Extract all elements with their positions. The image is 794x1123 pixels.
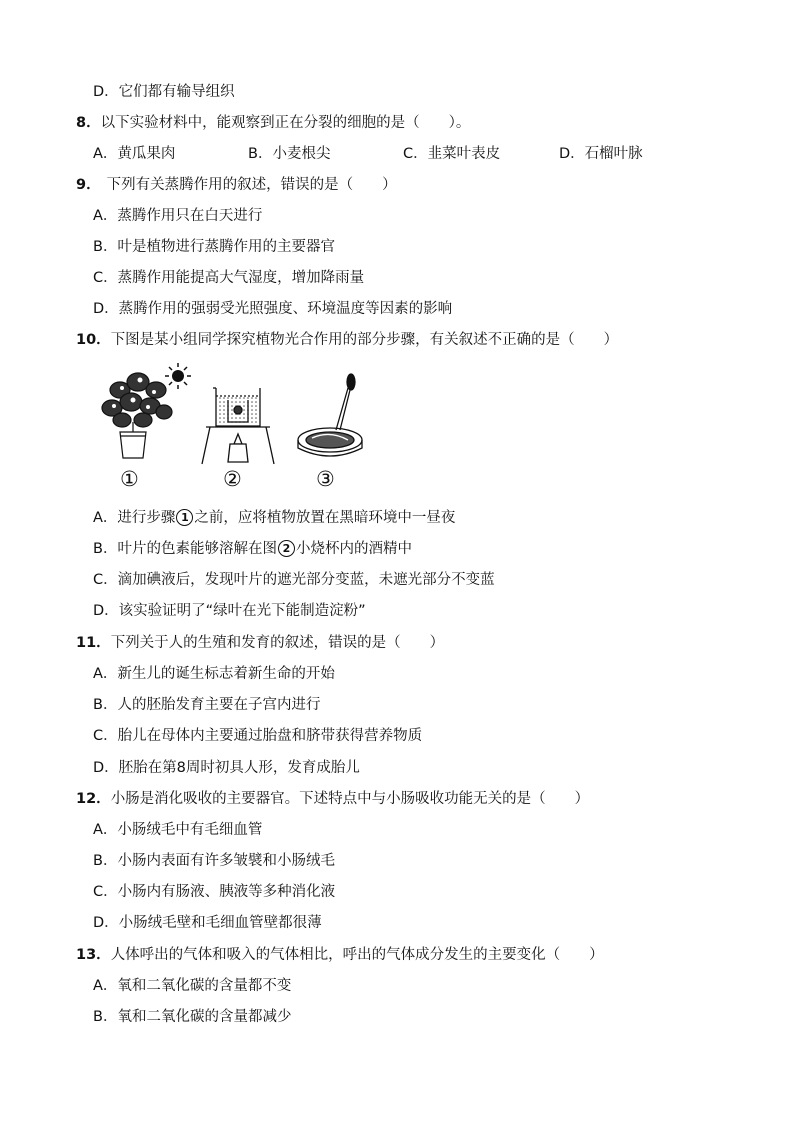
- question-9: [76, 175, 397, 195]
- sun-icon: [165, 363, 191, 389]
- question-number: 9．: [76, 177, 101, 193]
- option-8a: A．黄瓜果肉: [93, 146, 176, 162]
- experiment-figure-svg: [98, 360, 398, 500]
- option-12a: A．小肠绒毛中有毛细血管: [93, 822, 263, 838]
- question-number: 13．: [76, 947, 111, 963]
- option-9c: C．蒸腾作用能提高大气湿度，增加降雨量: [93, 270, 365, 286]
- option-10c: C．滴加碘液后，发现叶片的遮光部分变蓝，未遮光部分不变蓝: [93, 572, 495, 588]
- option-8d: D．石榴叶脉: [559, 146, 643, 162]
- question-11: [76, 633, 444, 653]
- option-11a: A．新生儿的诞生标志着新生命的开始: [93, 666, 335, 682]
- option-12b: B．小肠内表面有许多皱襞和小肠绒毛: [93, 853, 335, 869]
- question-12: [76, 789, 589, 809]
- step-mark-1: 1: [176, 509, 193, 526]
- question-stem: 以下实验材料中，能观察到正在分裂的细胞的是（ ）。: [100, 115, 471, 131]
- option-7d: D．它们都有输导组织: [93, 84, 235, 100]
- option-11c: C．胎儿在母体内主要通过胎盘和脐带获得营养物质: [93, 728, 423, 744]
- option-9d: D．蒸腾作用的强弱受光照强度、环境温度等因素的影响: [93, 301, 453, 317]
- question-stem: 下列有关蒸腾作用的叙述，错误的是（ ）: [106, 177, 397, 193]
- option-10b: [93, 539, 412, 559]
- option-text: B．叶片的色素能够溶解在图: [93, 541, 277, 557]
- figure-label-2: ②: [223, 467, 242, 491]
- water-bath-apparatus-icon: [202, 388, 274, 464]
- question-stem: 下列关于人的生殖和发育的叙述，错误的是（ ）: [110, 635, 445, 651]
- step-mark-2: 2: [278, 540, 295, 557]
- option-9a: A．蒸腾作用只在白天进行: [93, 208, 263, 224]
- option-8b: B．小麦根尖: [248, 146, 331, 162]
- figure-label-3: ③: [316, 467, 335, 491]
- figure-label-1: ①: [120, 467, 139, 491]
- experiment-figure: [98, 360, 398, 500]
- option-8c: C．韭菜叶表皮: [403, 146, 501, 162]
- option-13b: B．氧和二氧化碳的含量都减少: [93, 1009, 292, 1025]
- option-11b: B．人的胚胎发育主要在子宫内进行: [93, 697, 321, 713]
- options-row-8: [93, 144, 713, 164]
- question-stem: 小肠是消化吸收的主要器官。下述特点中与小肠吸收功能无关的是（ ）: [110, 791, 590, 807]
- option-10a: [93, 508, 455, 528]
- question-stem: 下图是某小组同学探究植物光合作用的部分步骤，有关叙述不正确的是（ ）: [110, 332, 619, 348]
- option-text: 之前，应将植物放置在黑暗环境中一昼夜: [194, 510, 456, 526]
- option-12c: C．小肠内有肠液、胰液等多种消化液: [93, 884, 336, 900]
- option-text: 小烧杯内的酒精中: [295, 541, 412, 557]
- option-text: A．进行步骤: [93, 510, 176, 526]
- question-13: [76, 945, 604, 965]
- question-number: 10．: [76, 332, 111, 348]
- option-9b: B．叶是植物进行蒸腾作用的主要器官: [93, 239, 335, 255]
- question-number: 12．: [76, 791, 111, 807]
- petri-dish-dropper-icon: [298, 374, 362, 456]
- question-10: [76, 330, 618, 350]
- potted-plant-icon: [102, 373, 172, 458]
- question-8: [76, 113, 470, 133]
- question-number: 11．: [76, 635, 111, 651]
- option-10d: D．该实验证明了“绿叶在光下能制造淀粉”: [93, 603, 366, 619]
- question-number: 8．: [76, 115, 101, 131]
- question-stem: 人体呼出的气体和吸入的气体相比，呼出的气体成分发生的主要变化（ ）: [110, 947, 604, 963]
- option-12d: D．小肠绒毛壁和毛细血管壁都很薄: [93, 915, 322, 931]
- option-11d: D．胚胎在第8周时初具人形，发育成胎儿: [93, 760, 360, 776]
- option-13a: A．氧和二氧化碳的含量都不变: [93, 978, 292, 994]
